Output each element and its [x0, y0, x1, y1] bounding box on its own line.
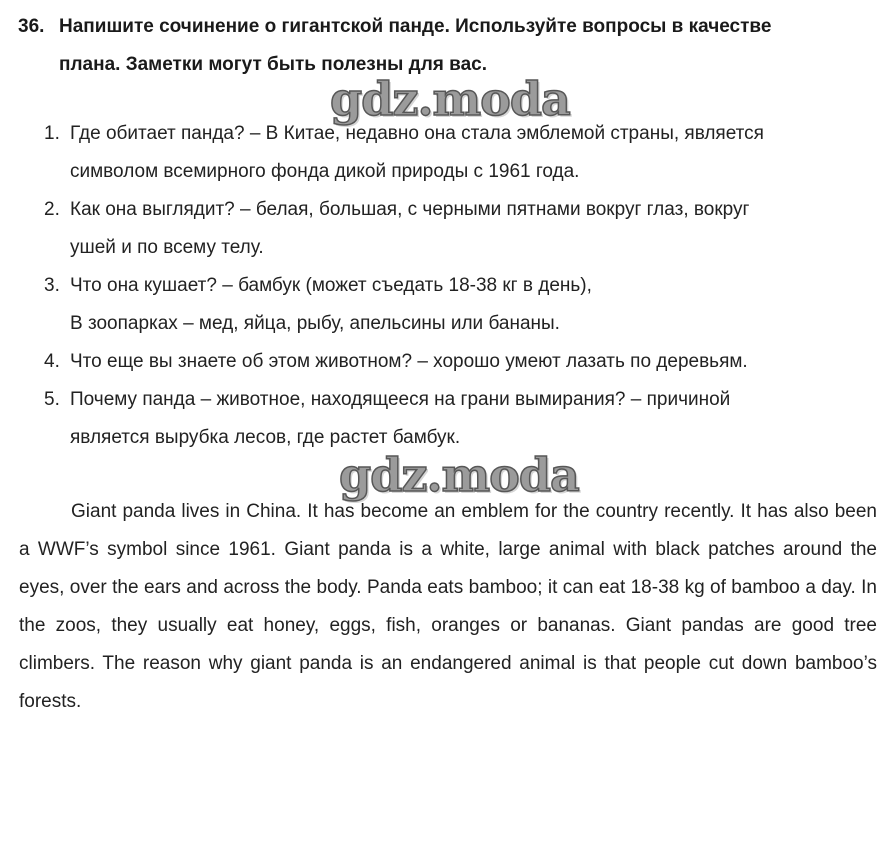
plan-list [44, 115, 880, 457]
plan-item-number: 2. [44, 199, 60, 220]
watermark-logo: gdz.moda [339, 448, 579, 502]
plan-item-text [70, 267, 880, 343]
task-line-2: плана. Заметки могут быть полезны для вас. [59, 54, 488, 75]
plan-item-3 [44, 267, 880, 343]
plan-item-line: В зоопарках – мед, яйца, рыбу, апельсины или бананы. [70, 313, 560, 334]
plan-item-text [70, 115, 880, 191]
essay-paragraph: Giant panda lives in China. It has become an emblem for the country recently. It has also been a WWF’s symbol since 1961. Giant panda is a white, large animal with black patches around the eyes, over the ears and across the body. Panda eats bamboo; it can eat 18-38 kg of bamboo a day. In the zoos, they usually eat honey, eggs, fish, oranges or bananas. Giant pandas are good tree climbers. The reason why giant panda is an endangered animal is that people cut down bamboo’s forests. [19, 501, 877, 712]
task-text-1: Напишите сочинение о гигантской панде. Используйте вопросы в качестве [59, 16, 772, 37]
plan-item-number: 4. [44, 351, 60, 372]
plan-item-text [70, 381, 880, 457]
watermark-logo: gdz.moda [330, 72, 570, 126]
plan-item-line: символом всемирного фонда дикой природы с 1961 года. [70, 161, 580, 182]
plan-item-line: Что еще вы знаете об этом животном? – хорошо умеют лазать по деревьям. [70, 351, 748, 372]
plan-item-5 [44, 381, 880, 457]
plan-item-line: Что она кушает? – бамбук (может съедать 18-38 кг в день), [70, 275, 592, 296]
plan-item-number: 5. [44, 389, 60, 410]
plan-item-line: ушей и по всему телу. [70, 237, 264, 258]
plan-item-4 [44, 343, 880, 381]
plan-item-line: является вырубка лесов, где растет бамбук. [70, 427, 461, 448]
plan-item-1 [44, 115, 880, 191]
plan-item-text [70, 343, 880, 381]
plan-item-number: 1. [44, 123, 60, 144]
task-number: 36. [18, 16, 45, 37]
plan-item-line: Почему панда – животное, находящееся на грани вымирания? – причиной [70, 389, 731, 410]
plan-item-line: Где обитает панда? – В Китае, недавно она стала эмблемой страны, является [70, 123, 764, 144]
plan-item-line: Как она выглядит? – белая, большая, с черными пятнами вокруг глаз, вокруг [70, 199, 750, 220]
plan-item-2 [44, 191, 880, 267]
plan-item-text [70, 191, 880, 267]
task-line-1 [18, 8, 878, 46]
plan-item-number: 3. [44, 275, 60, 296]
